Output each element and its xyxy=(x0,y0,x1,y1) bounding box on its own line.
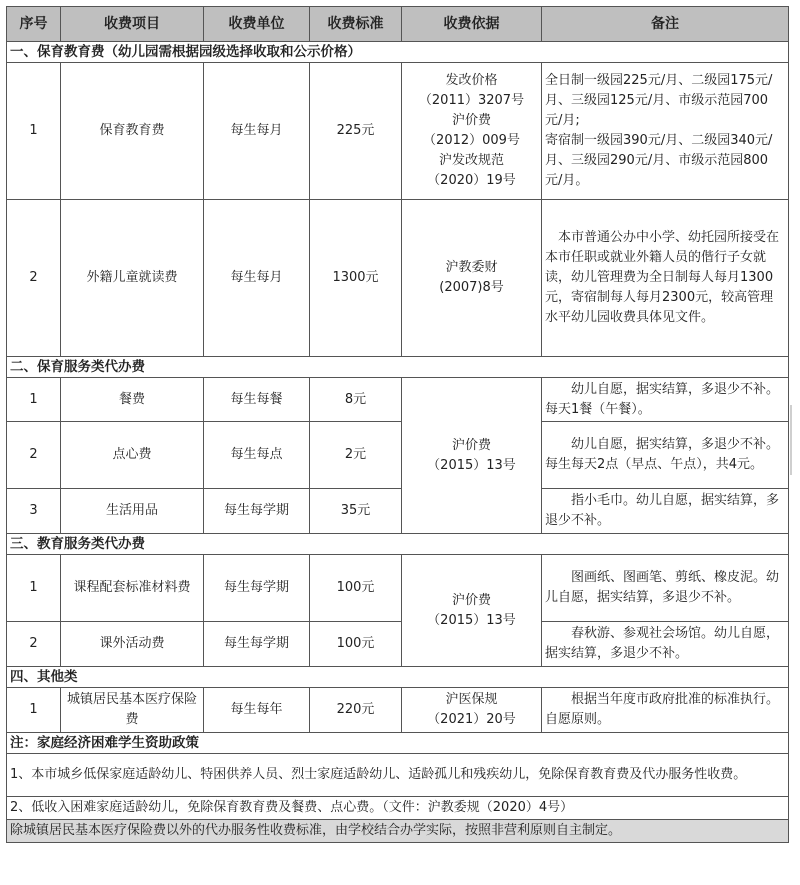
section-row xyxy=(7,667,789,688)
section-title: 四、其他类 xyxy=(7,667,789,688)
row-basis: 发改价格 （2011）3207号 沪价费 （2012）009号 沪发改规范 （2020）19号 xyxy=(402,63,542,200)
section-row xyxy=(7,42,789,63)
row-unit: 每生每学期 xyxy=(204,622,310,667)
row-item: 点心费 xyxy=(61,422,204,489)
row-standard: 225元 xyxy=(310,63,402,200)
section-title: 二、保育服务类代办费 xyxy=(7,357,789,378)
section-row xyxy=(7,357,789,378)
row-no: 1 xyxy=(7,63,61,200)
table-row xyxy=(7,422,789,489)
row-standard: 100元 xyxy=(310,622,402,667)
row-unit: 每生每学期 xyxy=(204,555,310,622)
header-standard: 收费标准 xyxy=(310,7,402,42)
row-no: 3 xyxy=(7,489,61,534)
row-remarks: 根据当年度市政府批准的标准执行。自愿原则。 xyxy=(542,688,789,733)
row-remarks: 幼儿自愿，据实结算，多退少不补。每天1餐（午餐）。 xyxy=(542,378,789,422)
header-no: 序号 xyxy=(7,7,61,42)
notes-row xyxy=(7,754,789,797)
notes-title: 注：家庭经济困难学生资助政策 xyxy=(7,733,789,754)
row-remarks: 春秋游、参观社会场馆。幼儿自愿，据实结算，多退少不补。 xyxy=(542,622,789,667)
note-2: 2、低收入困难家庭适龄幼儿，免除保育教育费及餐费、点心费。（文件：沪教委规（2020）4号） xyxy=(7,797,789,820)
row-remarks: 指小毛巾。幼儿自愿，据实结算，多退少不补。 xyxy=(542,489,789,534)
row-no: 2 xyxy=(7,200,61,357)
row-no: 1 xyxy=(7,688,61,733)
notes-row xyxy=(7,820,789,843)
row-remarks: 图画纸、图画笔、剪纸、橡皮泥。幼儿自愿，据实结算，多退少不补。 xyxy=(542,555,789,622)
row-standard: 1300元 xyxy=(310,200,402,357)
table-row xyxy=(7,489,789,534)
table-row xyxy=(7,555,789,622)
section-row xyxy=(7,534,789,555)
header-unit: 收费单位 xyxy=(204,7,310,42)
row-no: 1 xyxy=(7,555,61,622)
row-no: 2 xyxy=(7,422,61,489)
row-no: 1 xyxy=(7,378,61,422)
note-3: 除城镇居民基本医疗保险费以外的代办服务性收费标准，由学校结合办学实际，按照非营利原则自主制定。 xyxy=(7,820,789,843)
row-standard: 8元 xyxy=(310,378,402,422)
row-remarks: 本市普通公办中小学、幼托园所接受在本市任职或就业外籍人员的偕行子女就读，幼儿管理费为全日制每人每月1300元，寄宿制每人每月2300元，较高管理水平幼儿园收费具体见文件。 xyxy=(542,200,789,357)
row-standard: 35元 xyxy=(310,489,402,534)
table-row xyxy=(7,200,789,357)
header-remarks: 备注 xyxy=(542,7,789,42)
notes-row xyxy=(7,797,789,820)
row-standard: 2元 xyxy=(310,422,402,489)
row-remarks: 幼儿自愿，据实结算，多退少不补。每生每天2点（早点、午点），共4元。 xyxy=(542,422,789,489)
row-basis: 沪价费 （2015）13号 xyxy=(402,555,542,667)
section-title: 三、教育服务类代办费 xyxy=(7,534,789,555)
row-standard: 100元 xyxy=(310,555,402,622)
table-row xyxy=(7,378,789,422)
row-remarks: 全日制一级园225元/月、二级园175元/月、三级园125元/月、市级示范园700元/月; 寄宿制一级园390元/月、二级园340元/月、三级园290元/月、市级示范园800元/月。 xyxy=(542,63,789,200)
row-unit: 每生每学期 xyxy=(204,489,310,534)
row-item: 课程配套标准材料费 xyxy=(61,555,204,622)
row-basis: 沪教委财 (2007)8号 xyxy=(402,200,542,357)
row-item: 课外活动费 xyxy=(61,622,204,667)
row-item: 保育教育费 xyxy=(61,63,204,200)
table-row xyxy=(7,688,789,733)
notes-title-row xyxy=(7,733,789,754)
table-row xyxy=(7,622,789,667)
row-basis: 沪医保规 （2021）20号 xyxy=(402,688,542,733)
note-1: 1、本市城乡低保家庭适龄幼儿、特困供养人员、烈士家庭适龄幼儿、适龄孤儿和残疾幼儿，免除保育教育费及代办服务性收费。 xyxy=(7,754,789,797)
row-unit: 每生每点 xyxy=(204,422,310,489)
header-row xyxy=(7,7,789,42)
row-no: 2 xyxy=(7,622,61,667)
table-row xyxy=(7,63,789,200)
header-item: 收费项目 xyxy=(61,7,204,42)
scan-mark xyxy=(790,405,792,475)
row-item: 生活用品 xyxy=(61,489,204,534)
row-item: 外籍儿童就读费 xyxy=(61,200,204,357)
row-unit: 每生每月 xyxy=(204,63,310,200)
row-item: 餐费 xyxy=(61,378,204,422)
row-unit: 每生每餐 xyxy=(204,378,310,422)
row-item: 城镇居民基本医疗保险费 xyxy=(61,688,204,733)
section-title: 一、保育教育费（幼儿园需根据园级选择收取和公示价格） xyxy=(7,42,789,63)
row-basis: 沪价费 （2015）13号 xyxy=(402,378,542,534)
header-basis: 收费依据 xyxy=(402,7,542,42)
fee-table xyxy=(6,6,789,843)
row-unit: 每生每月 xyxy=(204,200,310,357)
row-standard: 220元 xyxy=(310,688,402,733)
row-unit: 每生每年 xyxy=(204,688,310,733)
